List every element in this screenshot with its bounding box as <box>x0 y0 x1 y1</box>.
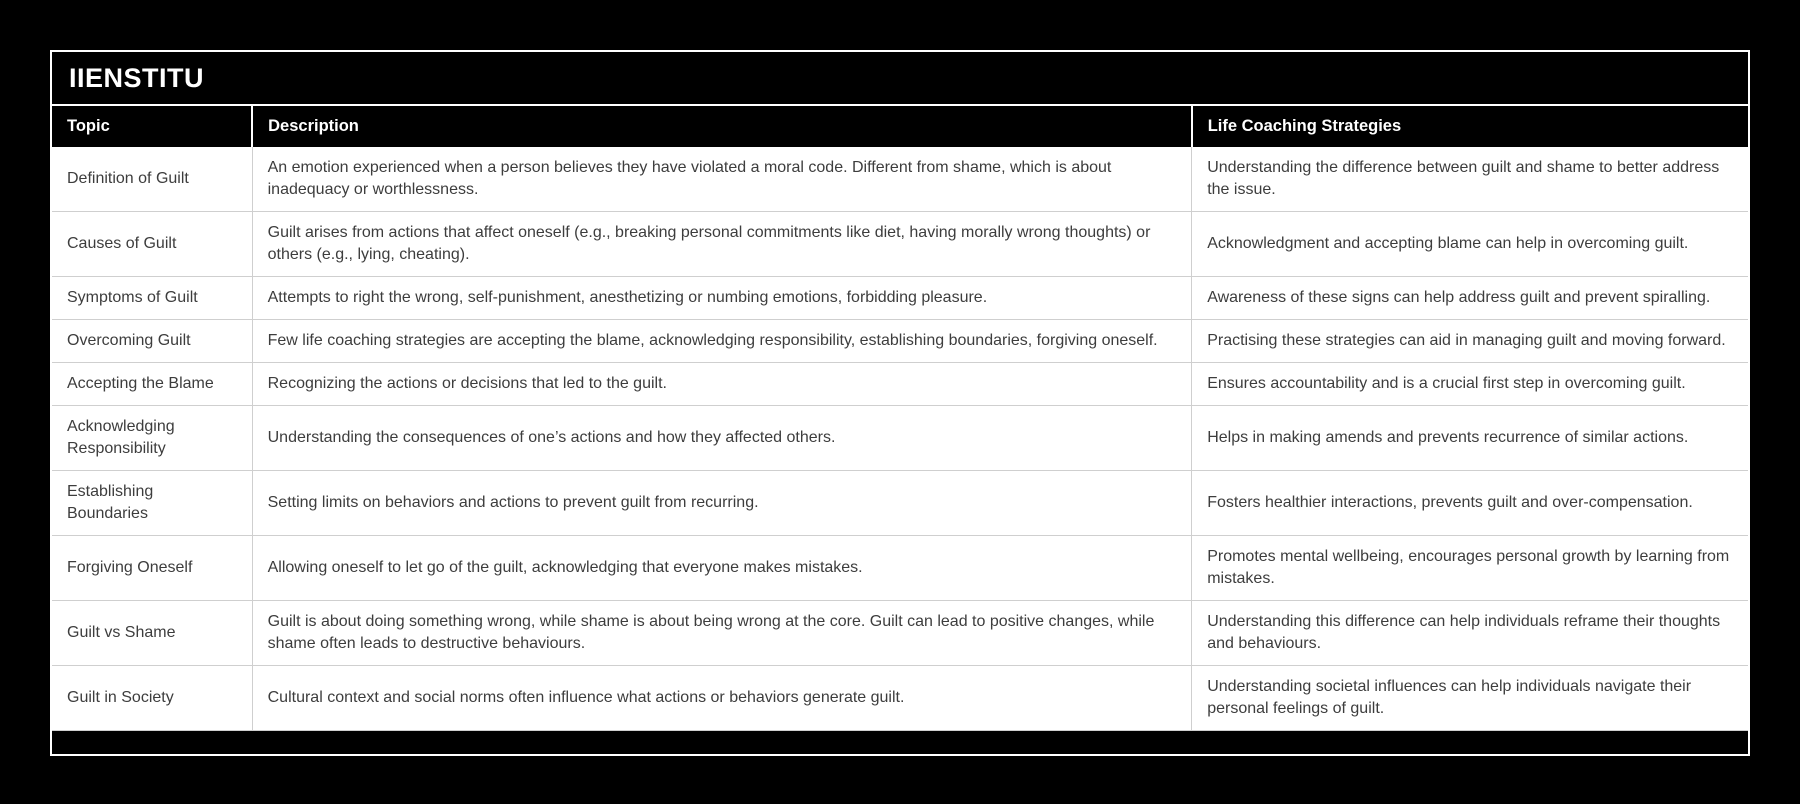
table-row <box>52 666 1748 731</box>
topic-cell: Causes of Guilt <box>52 212 252 277</box>
strategy-cell: Fosters healthier interactions, prevents guilt and over-compensation. <box>1192 471 1748 536</box>
strategy-cell: Acknowledgment and accepting blame can help in overcoming guilt. <box>1192 212 1748 277</box>
topic-cell: Guilt in Society <box>52 666 252 731</box>
column-header-strategies: Life Coaching Strategies <box>1192 106 1748 147</box>
description-cell: Allowing oneself to let go of the guilt, acknowledging that everyone makes mistakes. <box>252 536 1192 601</box>
description-cell: Setting limits on behaviors and actions to prevent guilt from recurring. <box>252 471 1192 536</box>
guilt-table <box>52 106 1748 731</box>
brand-bar <box>52 52 1748 106</box>
topic-cell: Symptoms of Guilt <box>52 277 252 320</box>
description-cell: Recognizing the actions or decisions that led to the guilt. <box>252 363 1192 406</box>
topic-cell: Establishing Boundaries <box>52 471 252 536</box>
table-body <box>52 147 1748 731</box>
table-row <box>52 277 1748 320</box>
table-row <box>52 320 1748 363</box>
topic-cell: Acknowledging Responsibility <box>52 406 252 471</box>
column-header-topic: Topic <box>52 106 252 147</box>
topic-cell: Forgiving Oneself <box>52 536 252 601</box>
table-row <box>52 601 1748 666</box>
content-frame <box>50 50 1750 756</box>
topic-cell: Guilt vs Shame <box>52 601 252 666</box>
brand-title: IIENSTITU <box>69 62 205 93</box>
topic-cell: Definition of Guilt <box>52 147 252 212</box>
table-row <box>52 147 1748 212</box>
column-header-description: Description <box>252 106 1192 147</box>
table-row <box>52 536 1748 601</box>
strategy-cell: Awareness of these signs can help address guilt and prevent spiralling. <box>1192 277 1748 320</box>
header-row <box>52 106 1748 147</box>
topic-cell: Overcoming Guilt <box>52 320 252 363</box>
description-cell: Guilt is about doing something wrong, while shame is about being wrong at the core. Guilt can lead to positive changes, while shame often leads to destructive behaviours. <box>252 601 1192 666</box>
description-cell: An emotion experienced when a person believes they have violated a moral code. Different from shame, which is about inadequacy or worthlessness. <box>252 147 1192 212</box>
table-row <box>52 406 1748 471</box>
description-cell: Understanding the consequences of one’s actions and how they affected others. <box>252 406 1192 471</box>
strategy-cell: Practising these strategies can aid in managing guilt and moving forward. <box>1192 320 1748 363</box>
strategy-cell: Promotes mental wellbeing, encourages personal growth by learning from mistakes. <box>1192 536 1748 601</box>
strategy-cell: Helps in making amends and prevents recurrence of similar actions. <box>1192 406 1748 471</box>
description-cell: Attempts to right the wrong, self-punishment, anesthetizing or numbing emotions, forbidding pleasure. <box>252 277 1192 320</box>
strategy-cell: Understanding societal influences can help individuals navigate their personal feelings of guilt. <box>1192 666 1748 731</box>
strategy-cell: Understanding this difference can help individuals reframe their thoughts and behaviours. <box>1192 601 1748 666</box>
topic-cell: Accepting the Blame <box>52 363 252 406</box>
table-row <box>52 212 1748 277</box>
description-cell: Cultural context and social norms often influence what actions or behaviors generate guilt. <box>252 666 1192 731</box>
table-row <box>52 471 1748 536</box>
table-row <box>52 363 1748 406</box>
strategy-cell: Understanding the difference between guilt and shame to better address the issue. <box>1192 147 1748 212</box>
description-cell: Guilt arises from actions that affect oneself (e.g., breaking personal commitments like diet, having morally wrong thoughts) or others (e.g., lying, cheating). <box>252 212 1192 277</box>
strategy-cell: Ensures accountability and is a crucial first step in overcoming guilt. <box>1192 363 1748 406</box>
table-header <box>52 106 1748 147</box>
description-cell: Few life coaching strategies are accepting the blame, acknowledging responsibility, establishing boundaries, forgiving oneself. <box>252 320 1192 363</box>
